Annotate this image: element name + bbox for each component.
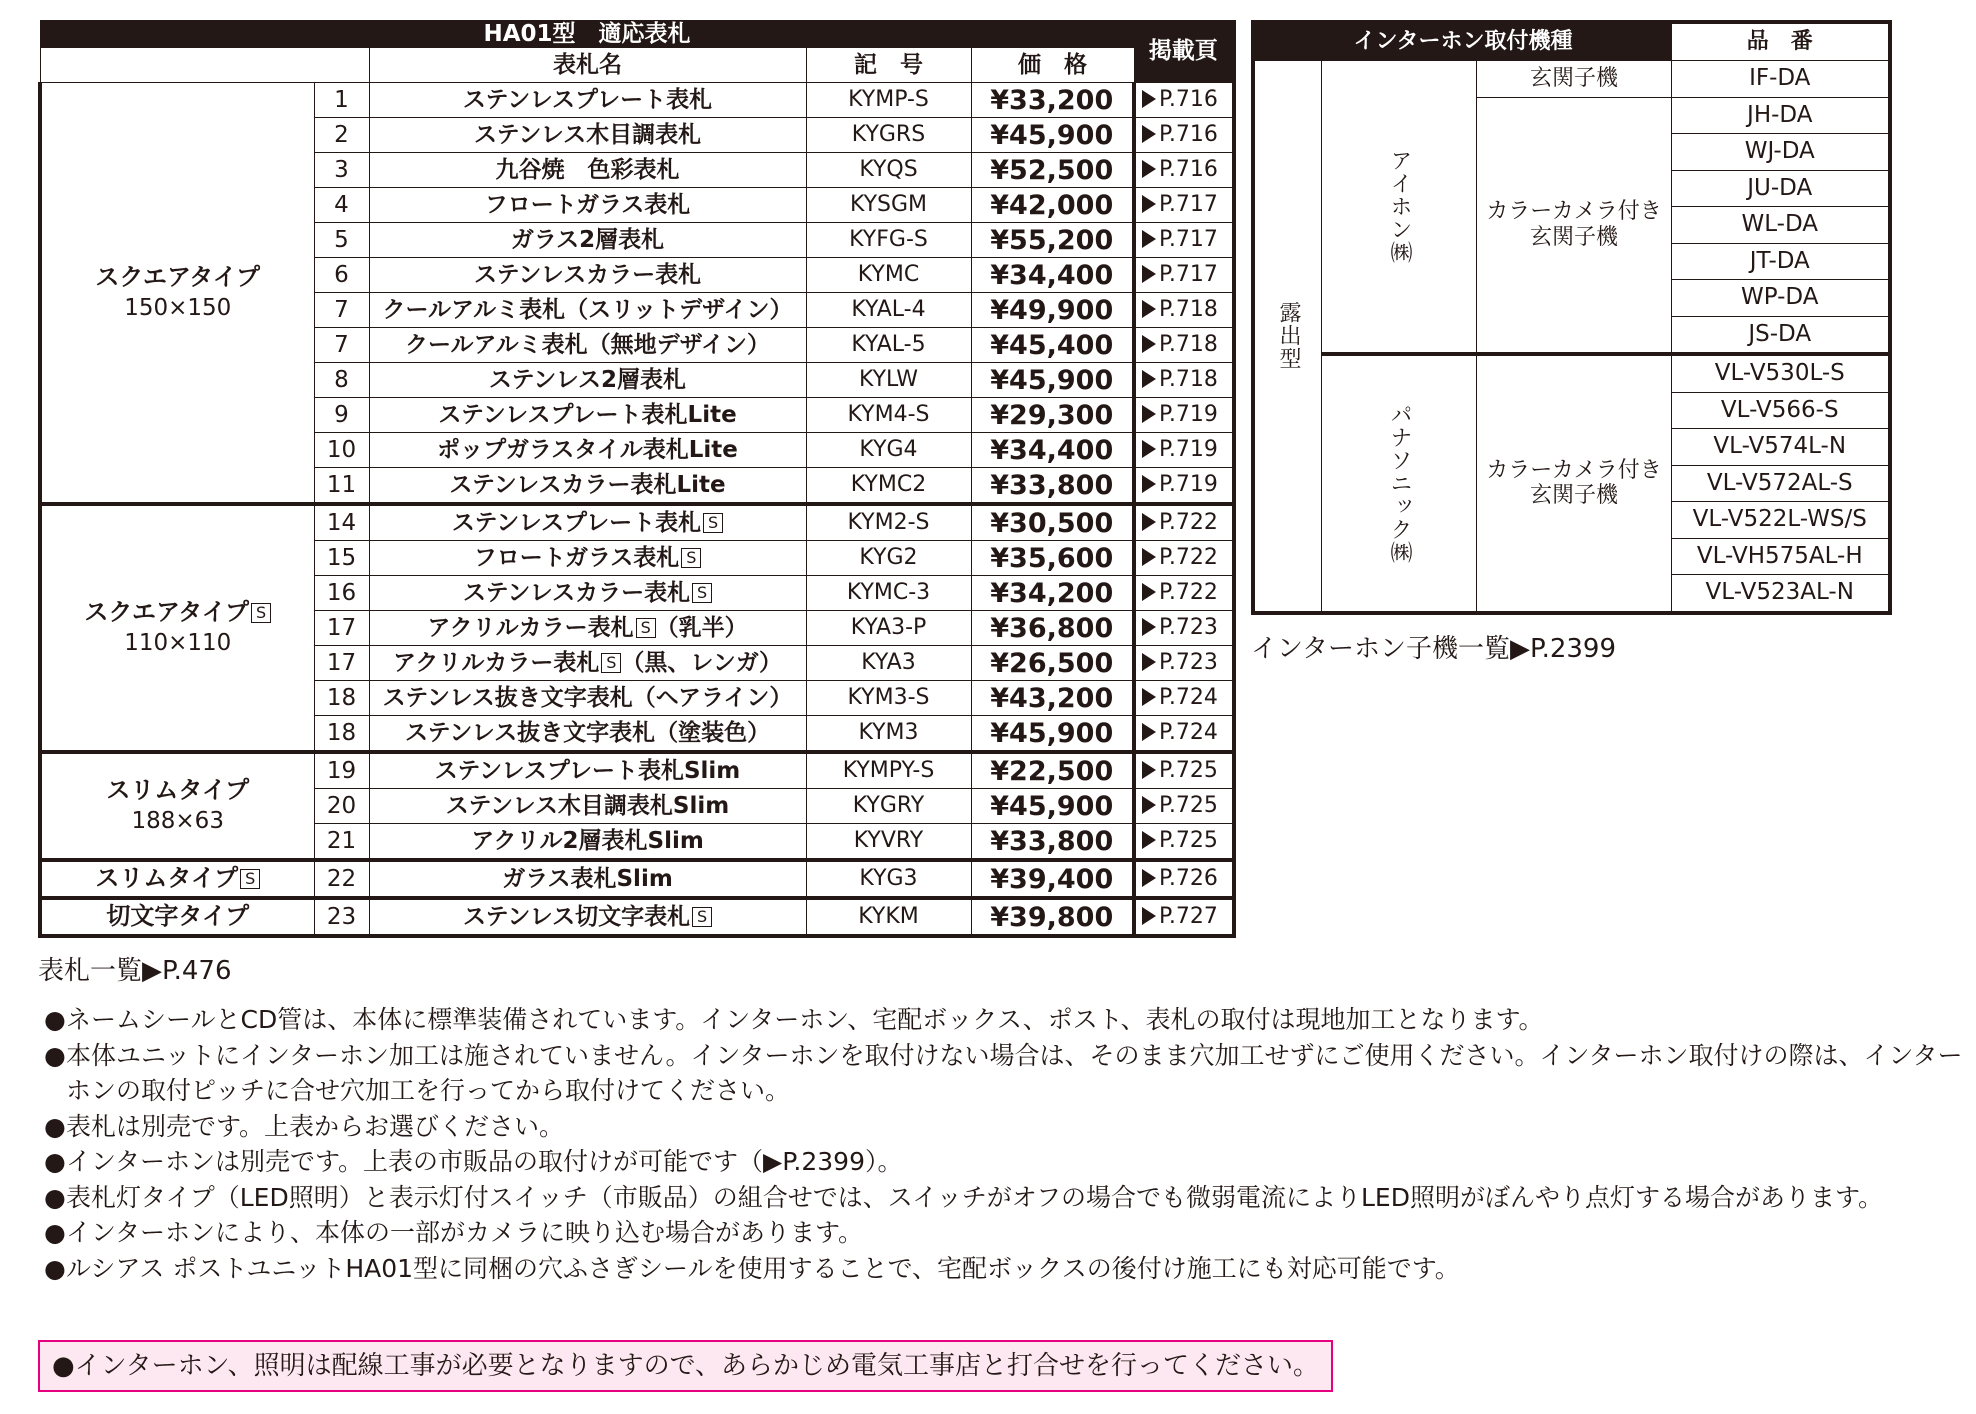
price: ¥55,200: [971, 223, 1134, 258]
compatible-nameplate-table: [38, 20, 1236, 938]
bullet-icon: ●: [44, 1218, 66, 1247]
triangle-arrow-icon: [1142, 761, 1156, 779]
page-ref-text: P.725: [1159, 758, 1218, 783]
page-ref[interactable]: [1134, 293, 1234, 328]
triangle-arrow-icon: [1142, 583, 1156, 601]
bullet-icon: ●: [44, 1111, 66, 1141]
table-title: HA01型 適応表札: [40, 21, 1134, 48]
page-ref[interactable]: [1134, 468, 1234, 505]
row-number: 5: [314, 223, 369, 258]
row-number: 14: [314, 504, 369, 541]
part-number: JH-DA: [1672, 97, 1890, 134]
product-code: KYLW: [806, 363, 971, 398]
group-label: [40, 898, 314, 936]
mount-type: 露出型: [1253, 61, 1322, 613]
page-ref-text: P.726: [1159, 866, 1218, 891]
page-ref[interactable]: [1134, 752, 1234, 789]
nameplate-name-text: ステンレスカラー表札: [473, 261, 702, 288]
triangle-arrow-icon: [1142, 90, 1156, 108]
row-number: 21: [314, 824, 369, 861]
nameplate-name: [369, 398, 806, 433]
group-label: [40, 860, 314, 898]
group-label: [40, 83, 314, 505]
row-number: 17: [314, 646, 369, 681]
s-size-mark: S: [703, 513, 723, 533]
nameplate-name: [369, 504, 806, 541]
page-ref[interactable]: [1134, 789, 1234, 824]
row-number: 22: [314, 860, 369, 898]
page-ref[interactable]: [1134, 898, 1234, 936]
note-text: ルシアス ポストユニットHA01型に同梱の穴ふさぎシールを使用することで、宅配ボックスの後付け施工にも対応可能です。: [66, 1253, 1460, 1283]
group-name: スクエアタイプ: [95, 262, 261, 291]
price: ¥45,900: [971, 363, 1134, 398]
nameplate-name: [369, 824, 806, 861]
page-ref[interactable]: [1134, 328, 1234, 363]
note-text: 表札は別売です。上表からお選びください。: [66, 1111, 565, 1141]
nameplate-name-text: ステンレスプレート表札: [462, 86, 713, 113]
part-number: VL-V523AL-N: [1672, 575, 1890, 613]
row-number: 9: [314, 398, 369, 433]
nameplate-name-text: ガラス表札Slim: [502, 865, 673, 892]
price: ¥35,600: [971, 541, 1134, 576]
product-code: KYKM: [806, 898, 971, 936]
page-ref-text: P.724: [1159, 720, 1218, 745]
triangle-arrow-icon: [1142, 405, 1156, 423]
nameplate-name-text: ステンレスカラー表札Lite: [449, 471, 726, 498]
note-item: [44, 1038, 1964, 1109]
row-number: 17: [314, 611, 369, 646]
triangle-arrow-icon: [1142, 796, 1156, 814]
s-size-mark: S: [251, 603, 271, 623]
note-item: [44, 1180, 1964, 1216]
product-code: KYQS: [806, 153, 971, 188]
product-code: KYG3: [806, 860, 971, 898]
triangle-arrow-icon: [1142, 513, 1156, 531]
row-number: 2: [314, 118, 369, 153]
s-size-mark: S: [240, 869, 260, 889]
group-name: スクエアタイプ: [84, 598, 250, 627]
nameplate-name: [369, 752, 806, 789]
price: ¥45,900: [971, 118, 1134, 153]
nameplate-name: [369, 860, 806, 898]
price: ¥43,200: [971, 681, 1134, 716]
part-number: VL-V574L-N: [1672, 429, 1890, 466]
part-number: JU-DA: [1672, 170, 1890, 207]
nameplate-name: [369, 293, 806, 328]
price: ¥30,500: [971, 504, 1134, 541]
part-number: WP-DA: [1672, 280, 1890, 317]
page-ref-text: P.723: [1159, 615, 1218, 640]
page-ref-text: P.718: [1159, 297, 1218, 322]
page-ref[interactable]: [1134, 646, 1234, 681]
price: ¥45,400: [971, 328, 1134, 363]
product-code: KYM3: [806, 716, 971, 753]
nameplate-name-suffix: （黒、レンガ）: [621, 649, 782, 676]
intercom-row: [1253, 354, 1890, 392]
page-ref[interactable]: [1134, 716, 1234, 753]
page-ref[interactable]: [1134, 541, 1234, 576]
page-ref[interactable]: [1134, 611, 1234, 646]
nameplate-name-suffix: （乳半）: [655, 614, 748, 641]
page-ref[interactable]: [1134, 188, 1234, 223]
page-ref[interactable]: [1134, 681, 1234, 716]
row-number: 23: [314, 898, 369, 936]
product-code: KYA3-P: [806, 611, 971, 646]
triangle-arrow-icon: [1142, 688, 1156, 706]
nameplate-name: [369, 611, 806, 646]
product-code: KYM2-S: [806, 504, 971, 541]
page-ref-text: P.716: [1159, 122, 1218, 147]
page-ref-text: P.725: [1159, 828, 1218, 853]
table-row: [40, 860, 1234, 898]
nameplate-name-text: 九谷焼 色彩表札: [495, 156, 680, 183]
triangle-arrow-icon: [1142, 618, 1156, 636]
nameplate-name-text: ステンレス抜き文字表札（ヘアライン）: [382, 684, 793, 711]
unit-type-line: カラーカメラ付き: [1486, 199, 1662, 225]
triangle-arrow-icon: [1142, 370, 1156, 388]
unit-type: [1477, 354, 1672, 613]
product-code: KYA3: [806, 646, 971, 681]
triangle-arrow-icon: [1142, 230, 1156, 248]
row-number: 11: [314, 468, 369, 505]
page-ref-text: P.722: [1159, 510, 1218, 535]
note-text: 表札灯タイプ（LED照明）と表示灯付スイッチ（市販品）の組合せでは、スイッチがオフの場合でも微弱電流によりLED照明がぼんやり点灯する場合があります。: [66, 1182, 1883, 1212]
product-code: KYMC2: [806, 468, 971, 505]
bullet-icon: ●: [44, 1182, 66, 1212]
price: ¥45,900: [971, 789, 1134, 824]
page-ref[interactable]: [1134, 153, 1234, 188]
nameplate-name-text: クールアルミ表札（スリットデザイン）: [382, 296, 793, 323]
bullet-icon: ●: [44, 1147, 66, 1176]
price: ¥33,800: [971, 468, 1134, 505]
page-ref-text: P.722: [1159, 580, 1218, 605]
page-ref-text: P.723: [1159, 650, 1218, 675]
maker-name: アイホン㈱: [1322, 61, 1477, 355]
price: ¥39,400: [971, 860, 1134, 898]
nameplate-name: [369, 646, 806, 681]
maker-name: パナソニック㈱: [1322, 354, 1477, 613]
part-number: VL-V522L-WS/S: [1672, 502, 1890, 539]
nameplate-name-text: ステンレスカラー表札: [462, 579, 691, 606]
s-size-mark: S: [692, 583, 712, 603]
unit-type-line: カラーカメラ付き: [1486, 457, 1662, 483]
product-code: KYG4: [806, 433, 971, 468]
product-code: KYVRY: [806, 824, 971, 861]
triangle-arrow-icon: [1142, 723, 1156, 741]
table-row: [40, 898, 1234, 936]
nameplate-name: [369, 576, 806, 611]
unit-type: [1477, 97, 1672, 354]
nameplate-name-text: ガラス2層表札: [510, 226, 665, 253]
group-size: 150×150: [124, 294, 232, 321]
group-name: スリムタイプ: [95, 864, 239, 893]
triangle-arrow-icon: [1142, 300, 1156, 318]
row-number: 20: [314, 789, 369, 824]
table-row: [40, 504, 1234, 541]
nameplate-name: [369, 363, 806, 398]
triangle-arrow-icon: [1142, 653, 1156, 671]
nameplate-name-text: ステンレスプレート表札Slim: [434, 757, 741, 784]
part-number: VL-V566-S: [1672, 392, 1890, 429]
nameplate-list-link[interactable]: 表札一覧▶P.476: [38, 956, 232, 986]
nameplate-name: [369, 789, 806, 824]
group-name: スリムタイプ: [106, 776, 250, 805]
note-item: [44, 1215, 1964, 1251]
note-item: [44, 1144, 1964, 1180]
group-size: 110×110: [124, 630, 232, 656]
nameplate-name: [369, 898, 806, 936]
row-number: 4: [314, 188, 369, 223]
product-code: KYMPY-S: [806, 752, 971, 789]
page-ref-text: P.717: [1159, 192, 1218, 217]
bullet-icon: ●: [44, 1040, 66, 1070]
nameplate-name: [369, 153, 806, 188]
page-ref[interactable]: [1134, 504, 1234, 541]
intercom-type-header: インターホン取付機種: [1253, 22, 1672, 61]
code-column-header: 記 号: [806, 48, 971, 83]
page-ref-text: P.718: [1159, 332, 1218, 357]
row-number: 3: [314, 153, 369, 188]
price: ¥22,500: [971, 752, 1134, 789]
triangle-arrow-icon: [1142, 265, 1156, 283]
page-ref[interactable]: [1134, 398, 1234, 433]
nameplate-name: [369, 681, 806, 716]
triangle-arrow-icon: [1142, 335, 1156, 353]
page-ref[interactable]: [1134, 83, 1234, 118]
row-number: 16: [314, 576, 369, 611]
nameplate-name-text: アクリル2層表札Slim: [471, 827, 704, 854]
group-label: [40, 504, 314, 752]
triangle-arrow-icon: [1142, 548, 1156, 566]
nameplate-name-text: フロートガラス表札: [484, 191, 691, 218]
nameplate-name: [369, 223, 806, 258]
nameplate-name-text: ステンレス2層表札: [488, 366, 687, 393]
price: ¥39,800: [971, 898, 1134, 936]
page-ref-text: P.718: [1159, 367, 1218, 392]
price: ¥36,800: [971, 611, 1134, 646]
page-ref-text: P.725: [1159, 793, 1218, 818]
nameplate-name-text: ステンレス抜き文字表札（塗装色）: [404, 719, 771, 746]
triangle-arrow-icon: [1142, 195, 1156, 213]
price: ¥33,800: [971, 824, 1134, 861]
price: ¥52,500: [971, 153, 1134, 188]
product-code: KYGRS: [806, 118, 971, 153]
nameplate-name-text: アクリルカラー表札: [427, 614, 634, 641]
nameplate-name: [369, 328, 806, 363]
triangle-arrow-icon: [1142, 907, 1156, 925]
part-number-header: 品 番: [1672, 22, 1890, 61]
group-size: 188×63: [131, 808, 224, 834]
intercom-row: [1253, 61, 1890, 98]
row-number: 18: [314, 716, 369, 753]
row-number: 19: [314, 752, 369, 789]
page-ref[interactable]: [1134, 860, 1234, 898]
nameplate-name-text: アクリルカラー表札: [393, 649, 600, 676]
note-item: [44, 1251, 1964, 1287]
product-code: KYMP-S: [806, 83, 971, 118]
nameplate-name: [369, 258, 806, 293]
page-ref-text: P.724: [1159, 685, 1218, 710]
triangle-arrow-icon: [1142, 475, 1156, 493]
note-item: [44, 1109, 1964, 1145]
nameplate-name-text: ステンレスプレート表札Lite: [438, 401, 737, 428]
note-text: ネームシールとCD管は、本体に標準装備されています。インターホン、宅配ボックス、ポスト、表札の取付は現地加工となります。: [66, 1005, 1544, 1034]
page-ref[interactable]: [1134, 576, 1234, 611]
nameplate-name-text: ステンレス木目調表札Slim: [445, 792, 730, 819]
nameplate-name-text: フロートガラス表札: [473, 544, 680, 571]
price: ¥33,200: [971, 83, 1134, 118]
product-code: KYFG-S: [806, 223, 971, 258]
note-item: [44, 1002, 1964, 1038]
nameplate-name: [369, 188, 806, 223]
page-ref[interactable]: [1134, 223, 1234, 258]
page-ref-text: P.716: [1159, 157, 1218, 182]
triangle-arrow-icon: [1142, 869, 1156, 887]
group-name: 切文字タイプ: [106, 902, 250, 931]
page-ref[interactable]: [1134, 118, 1234, 153]
price: ¥45,900: [971, 716, 1134, 753]
price: ¥34,400: [971, 258, 1134, 293]
product-code: KYSGM: [806, 188, 971, 223]
nameplate-name: [369, 433, 806, 468]
price-column-header: 価 格: [971, 48, 1134, 83]
group-label: [40, 752, 314, 860]
s-size-mark: S: [681, 548, 701, 568]
page-ref-text: P.722: [1159, 545, 1218, 570]
bullet-icon: ●: [44, 1253, 66, 1283]
nameplate-name: [369, 541, 806, 576]
part-number: WL-DA: [1672, 207, 1890, 244]
row-number: 15: [314, 541, 369, 576]
part-number: VL-V572AL-S: [1672, 465, 1890, 502]
triangle-arrow-icon: [1142, 160, 1156, 178]
product-code: KYM3-S: [806, 681, 971, 716]
triangle-arrow-icon: [1142, 440, 1156, 458]
product-code: KYG2: [806, 541, 971, 576]
row-number: 6: [314, 258, 369, 293]
part-number: JT-DA: [1672, 243, 1890, 280]
s-size-mark: S: [601, 653, 621, 673]
page-ref-text: P.717: [1159, 262, 1218, 287]
nameplate-name-text: ステンレス木目調表札: [473, 121, 702, 148]
table-row: [40, 83, 1234, 118]
nameplate-name: [369, 716, 806, 753]
page-ref[interactable]: [1134, 824, 1234, 861]
unit-type-line: 玄関子機: [1529, 224, 1618, 250]
bullet-icon: ●: [44, 1005, 66, 1034]
notes-list: [44, 1002, 1964, 1286]
header-blank: [40, 48, 369, 83]
page-ref-text: P.719: [1159, 472, 1218, 497]
page-ref-text: P.727: [1159, 904, 1218, 929]
price: ¥42,000: [971, 188, 1134, 223]
nameplate-name-text: ステンレスプレート表札: [451, 509, 702, 536]
unit-type: [1477, 61, 1672, 98]
unit-type-line: 玄関子機: [1529, 483, 1618, 509]
price: ¥26,500: [971, 646, 1134, 681]
row-number: 8: [314, 363, 369, 398]
page-ref[interactable]: [1134, 363, 1234, 398]
product-code: KYM4-S: [806, 398, 971, 433]
unit-type-line: 玄関子機: [1529, 66, 1618, 92]
part-number: JS-DA: [1672, 316, 1890, 354]
product-code: KYAL-5: [806, 328, 971, 363]
part-number: VL-V530L-S: [1672, 354, 1890, 392]
nameplate-name-text: クールアルミ表札（無地デザイン）: [404, 331, 770, 358]
note-text: インターホンにより、本体の一部がカメラに映り込む場合があります。: [66, 1218, 864, 1247]
row-number: 7: [314, 293, 369, 328]
page-ref[interactable]: [1134, 258, 1234, 293]
row-number: 18: [314, 681, 369, 716]
product-code: KYMC-3: [806, 576, 971, 611]
row-number: 10: [314, 433, 369, 468]
part-number: WJ-DA: [1672, 134, 1890, 171]
product-code: KYGRY: [806, 789, 971, 824]
page-ref-text: P.719: [1159, 437, 1218, 462]
note-text: インターホンは別売です。上表の市販品の取付けが可能です（▶P.2399）。: [66, 1147, 903, 1176]
nameplate-name-text: ステンレス切文字表札: [462, 903, 691, 930]
nameplate-name: [369, 468, 806, 505]
s-size-mark: S: [692, 907, 712, 927]
triangle-arrow-icon: [1142, 831, 1156, 849]
page-ref-text: P.716: [1159, 87, 1218, 112]
product-code: KYMC: [806, 258, 971, 293]
nameplate-name: [369, 83, 806, 118]
page-column-header: 掲載頁: [1134, 21, 1234, 83]
note-text: 本体ユニットにインターホン加工は施されていません。インターホンを取付けない場合は、そのまま穴加工せずにご使用ください。インターホン取付けの際は、インターホンの取付ピッチに合せ穴加工を行ってから取付けてください。: [66, 1040, 1963, 1105]
price: ¥29,300: [971, 398, 1134, 433]
price: ¥34,400: [971, 433, 1134, 468]
row-number: 1: [314, 83, 369, 118]
name-column-header: 表札名: [369, 48, 806, 83]
page-ref[interactable]: [1134, 433, 1234, 468]
part-number: IF-DA: [1672, 61, 1890, 98]
row-number: 7: [314, 328, 369, 363]
wiring-warning: ●インターホン、照明は配線工事が必要となりますので、あらかじめ電気工事店と打合せを行ってください。: [38, 1340, 1333, 1392]
page-ref-text: P.717: [1159, 227, 1218, 252]
product-code: KYAL-4: [806, 293, 971, 328]
s-size-mark: S: [636, 618, 656, 638]
part-number: VL-VH575AL-H: [1672, 538, 1890, 575]
nameplate-name: [369, 118, 806, 153]
price: ¥34,200: [971, 576, 1134, 611]
price: ¥49,900: [971, 293, 1134, 328]
page-ref-text: P.719: [1159, 402, 1218, 427]
nameplate-name-text: ポップガラスタイル表札Lite: [437, 436, 738, 463]
intercom-compat-table: [1251, 20, 1892, 615]
table-row: [40, 752, 1234, 789]
intercom-list-link[interactable]: インターホン子機一覧▶P.2399: [1251, 634, 1617, 664]
triangle-arrow-icon: [1142, 125, 1156, 143]
